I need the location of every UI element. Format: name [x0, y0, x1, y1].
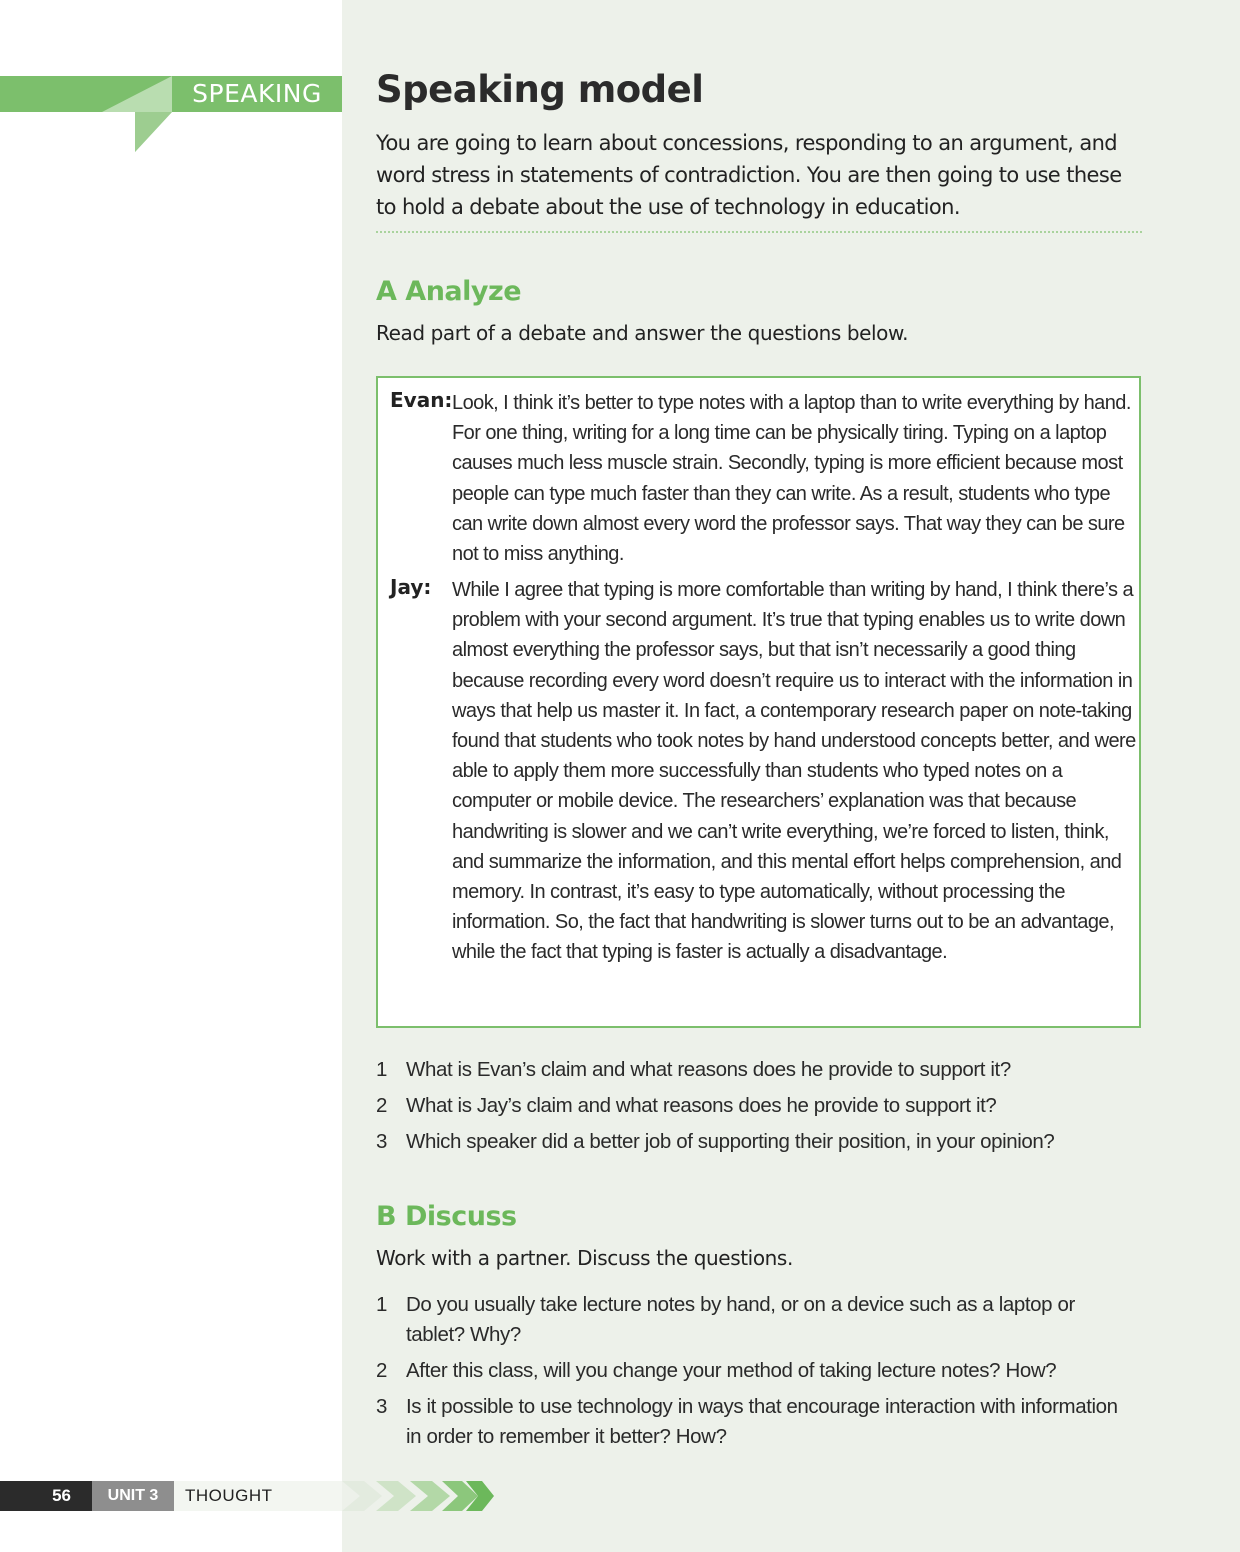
section-tab-label: SPEAKING — [192, 79, 322, 108]
list-item — [376, 1091, 1144, 1121]
question-text: What is Evan’s claim and what reasons does he provide to support it? — [406, 1058, 1011, 1081]
question-text: Do you usually take lecture notes by hand, or on a device such as a laptop or tablet? Why? — [406, 1293, 1075, 1346]
section-b-header — [376, 1201, 1144, 1270]
analyze-questions — [376, 1055, 1144, 1157]
chevrons-icon — [342, 1481, 502, 1511]
section-instruction: Work with a partner. Discuss the questions. — [376, 1246, 793, 1270]
speaker-text: Look, I think it’s better to type notes with a laptop than to write everything by hand. For one thing, writing for a long time can be physically tiring. Typing on a laptop causes much less muscle strain. Secondly, typing is more efficient because most people can type much faster than they can write. As a result, students who type can write down almost every word the professor says. That way they can be sure not to miss anything. — [452, 392, 1131, 566]
section-heading-analyze: A Analyze — [376, 276, 522, 307]
question-text: Which speaker did a better job of supporting their position, in your opinion? — [406, 1130, 1055, 1153]
question-number: 3 — [376, 1130, 388, 1153]
unit-title: THOUGHT — [185, 1486, 273, 1505]
page-title: Speaking model — [376, 68, 704, 111]
question-number: 1 — [376, 1058, 388, 1081]
section-a-header — [376, 276, 1144, 345]
unit-badge: UNIT 3 — [92, 1481, 174, 1511]
list-item — [376, 1392, 1144, 1452]
list-item — [376, 1356, 1144, 1386]
list-item — [376, 1290, 1144, 1350]
intro-paragraph: You are going to learn about concessions, responding to an argument, and word stress in statements of contradiction. You are then going to use these to hold a debate about the use of technology in education. — [376, 131, 1122, 219]
question-number: 2 — [376, 1094, 388, 1117]
question-number: 3 — [376, 1395, 388, 1418]
speaker-name: Jay: — [390, 575, 432, 599]
question-number: 1 — [376, 1293, 388, 1316]
speaker-text: While I agree that typing is more comfortable than writing by hand, I think there’s a problem with your second argument. It’s true that typing enables us to write down almost everything the professor says, but that isn’t necessarily a good thing because recording every word doesn’t require us to interact with the information in ways that help us master it. In fact, a contemporary research paper on note-taking found that students who took notes by hand understood concepts better, and were able to apply them more successfully than students who typed notes on a computer or mobile device. The researchers’ explanation was that because handwriting is slower and we can’t write everything, we’re forced to listen, think, and summarize the information, and this mental effort helps comprehension, and memory. In contrast, it’s easy to type automatically, without processing the information. So, the fact that handwriting is slower turns out to be an advantage, while the fact that typing is faster is actually a disadvantage. — [452, 579, 1136, 964]
speaker-name: Evan: — [390, 388, 453, 412]
question-text: After this class, will you change your method of taking lecture notes? How? — [406, 1359, 1057, 1382]
section-instruction: Read part of a debate and answer the questions below. — [376, 321, 909, 345]
page-number: 56 — [0, 1481, 92, 1511]
question-text: What is Jay’s claim and what reasons does he provide to support it? — [406, 1094, 997, 1117]
section-heading-discuss: B Discuss — [376, 1201, 517, 1232]
dialogue-turn-jay — [390, 575, 1135, 1025]
list-item — [376, 1127, 1144, 1157]
question-number: 2 — [376, 1359, 388, 1382]
dialogue-box — [376, 376, 1141, 1028]
page-header — [376, 68, 1144, 233]
discuss-questions — [376, 1290, 1144, 1452]
dialogue-turn-evan — [390, 388, 1135, 568]
question-text: Is it possible to use technology in ways that encourage interaction with information in order to remember it better? How? — [406, 1395, 1118, 1448]
divider — [376, 231, 1142, 233]
list-item — [376, 1055, 1144, 1085]
